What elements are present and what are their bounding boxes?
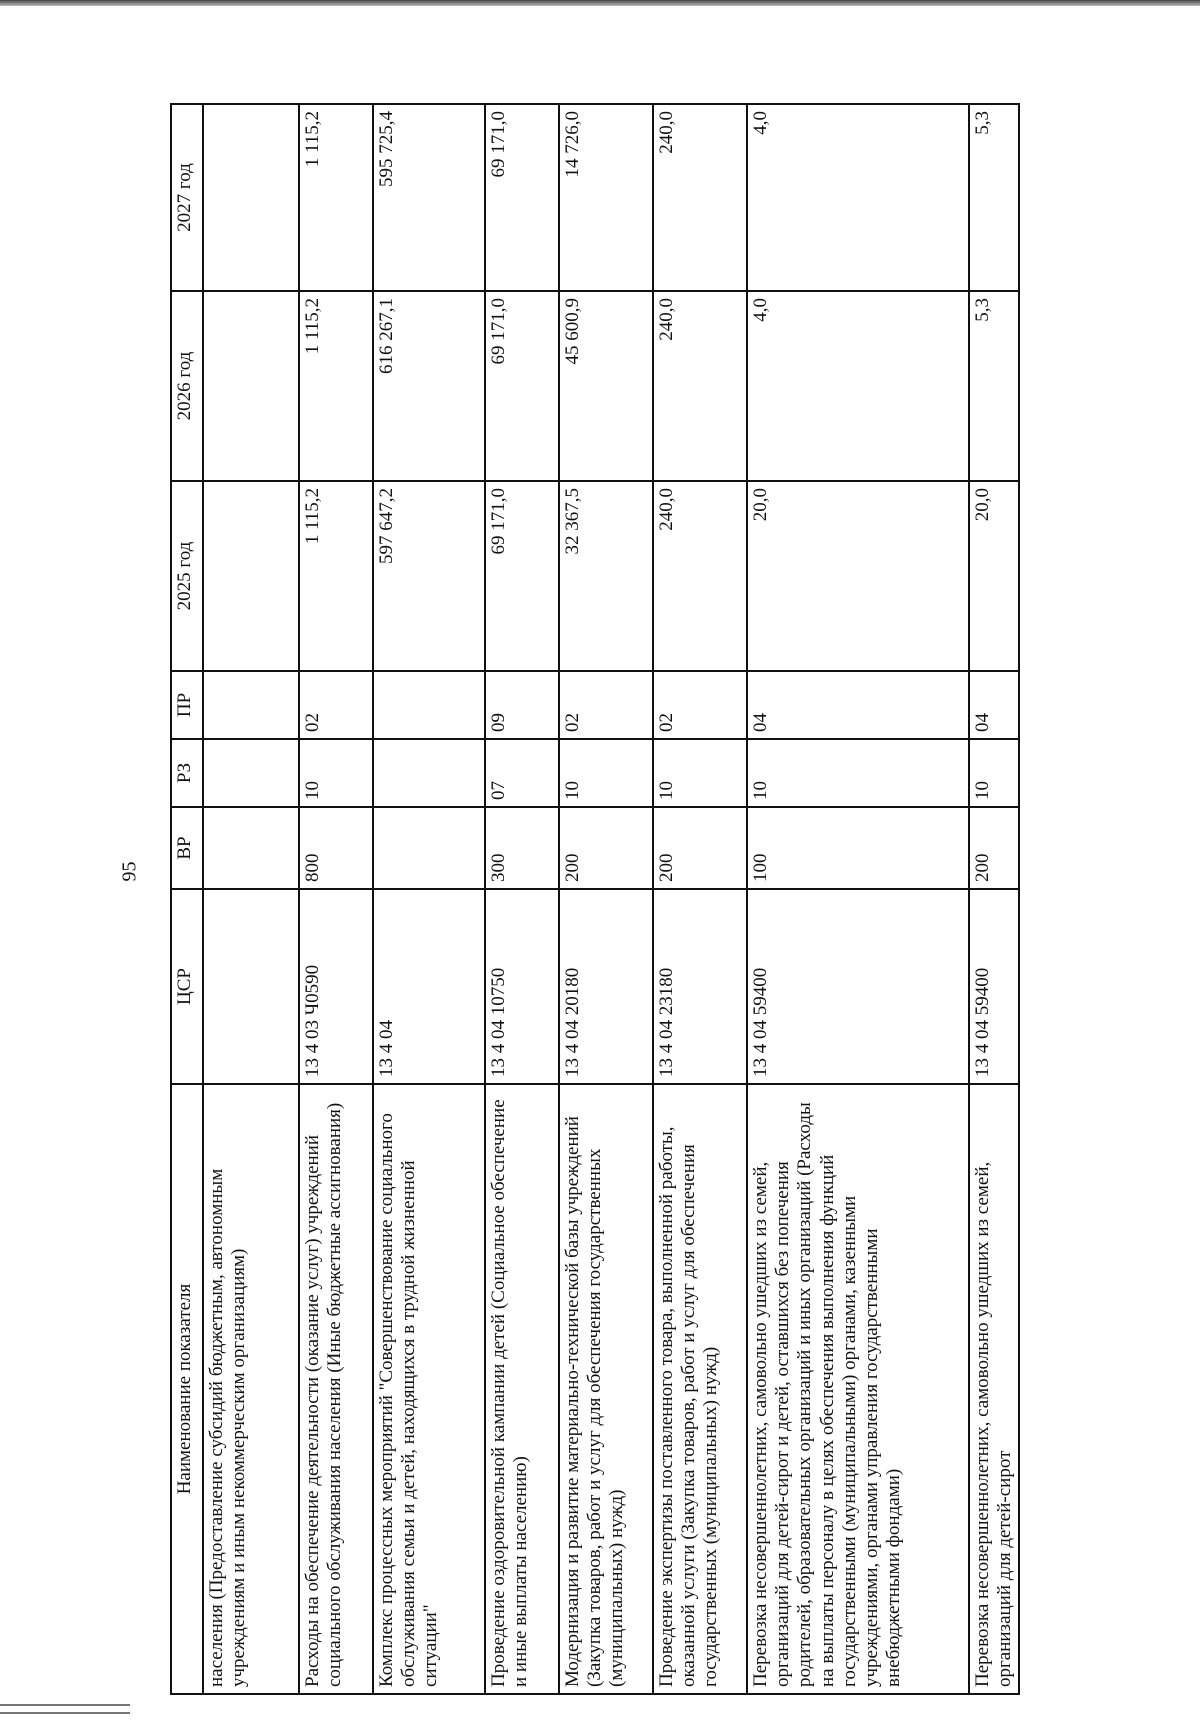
- cell-2026: 45 600,9: [559, 291, 653, 481]
- header-vr: ВР: [171, 807, 203, 889]
- cell-csr: 13 4 04 59400: [747, 889, 969, 1084]
- cell-2025: 597 647,2: [373, 481, 485, 671]
- cell-2027: 69 171,0: [485, 104, 559, 291]
- cell-vr: 200: [969, 807, 1019, 889]
- cell-2027: 14 726,0: [559, 104, 653, 291]
- header-2026: 2026 год: [171, 291, 203, 481]
- cell-pr: 02: [653, 671, 747, 739]
- cell-rz: 10: [299, 739, 373, 807]
- header-rz: РЗ: [171, 739, 203, 807]
- header-csr: ЦСР: [171, 889, 203, 1084]
- cell-pr: 02: [559, 671, 653, 739]
- table-row: [485, 104, 559, 1694]
- cell-2025: 20,0: [747, 481, 969, 671]
- cell-2026: 616 267,1: [373, 291, 485, 481]
- scan-edge-top: [0, 0, 1200, 6]
- cell-name: Перевозка несовершеннолетних, самовольно ушедших из семей, организаций для детей-сирот и детей, оставшихся без попечения родителей, образовательных организаций и иных организаций (Расходы на выплаты персоналу в целях обеспечения выполнения функций государственными (муниципальными) органами, казенными учреждениями, органами управления государственными внебюджетными фондами): [747, 1084, 969, 1694]
- cell-rz: 10: [653, 739, 747, 807]
- cell-csr: [203, 889, 299, 1084]
- cell-csr: 13 4 04: [373, 889, 485, 1084]
- cell-2027: [203, 104, 299, 291]
- table-row: [747, 104, 969, 1694]
- cell-pr: 04: [747, 671, 969, 739]
- cell-rz: 10: [747, 739, 969, 807]
- cell-2027: 5,3: [969, 104, 1019, 291]
- cell-rz: 07: [485, 739, 559, 807]
- header-pr: ПР: [171, 671, 203, 739]
- cell-vr: 800: [299, 807, 373, 889]
- cell-2026: 4,0: [747, 291, 969, 481]
- cell-name: Комплекс процессных мероприятий "Совершенствование социального обслуживания семьи и детей, находящихся в трудной жизненной ситуации": [373, 1084, 485, 1694]
- cell-2025: 240,0: [653, 481, 747, 671]
- cell-name: населения (Предоставление субсидий бюджетным, автономным учреждениям и иным некоммерческим организациям): [203, 1084, 299, 1694]
- cell-2026: 69 171,0: [485, 291, 559, 481]
- budget-table: [170, 103, 1020, 1695]
- table-row: [373, 104, 485, 1694]
- table-row: [969, 104, 1019, 1694]
- table-row: [559, 104, 653, 1694]
- header-2027: 2027 год: [171, 104, 203, 291]
- cell-csr: 13 4 04 20180: [559, 889, 653, 1084]
- cell-name: Модернизация и развитие материально-технической базы учреждений (Закупка товаров, работ и услуг для обеспечения государственных (муниципальных) нужд): [559, 1084, 653, 1694]
- cell-2025: 20,0: [969, 481, 1019, 671]
- header-2025: 2025 год: [171, 481, 203, 671]
- cell-2027: 1 115,2: [299, 104, 373, 291]
- header-name: Наименование показателя: [171, 1084, 203, 1694]
- cell-name: Проведение экспертизы поставленного товара, выполненной работы, оказанной услуги (Закупка товаров, работ и услуг для обеспечения государственных (муниципальных) нужд): [653, 1084, 747, 1694]
- cell-csr: 13 4 04 10750: [485, 889, 559, 1084]
- table-row: [653, 104, 747, 1694]
- table-header-row: [171, 104, 203, 1694]
- cell-2025: 32 367,5: [559, 481, 653, 671]
- cell-vr: [373, 807, 485, 889]
- table-row: [203, 104, 299, 1694]
- cell-rz: [203, 739, 299, 807]
- cell-name: Проведение оздоровительной кампании детей (Социальное обеспечение и иные выплаты населению): [485, 1084, 559, 1694]
- cell-vr: 200: [559, 807, 653, 889]
- cell-name: Расходы на обеспечение деятельности (оказание услуг) учреждений социального обслуживания населения (Иные бюджетные ассигнования): [299, 1084, 373, 1694]
- scan-mark-left: [0, 1704, 130, 1706]
- cell-csr: 13 4 03 Ч0590: [299, 889, 373, 1084]
- cell-2027: 240,0: [653, 104, 747, 291]
- cell-vr: 300: [485, 807, 559, 889]
- cell-rz: [373, 739, 485, 807]
- cell-csr: 13 4 04 59400: [969, 889, 1019, 1084]
- cell-csr: 13 4 04 23180: [653, 889, 747, 1084]
- cell-2025: 1 115,2: [299, 481, 373, 671]
- cell-pr: [203, 671, 299, 739]
- cell-2026: 1 115,2: [299, 291, 373, 481]
- cell-vr: 200: [653, 807, 747, 889]
- cell-rz: 10: [969, 739, 1019, 807]
- cell-pr: 09: [485, 671, 559, 739]
- cell-pr: [373, 671, 485, 739]
- rotated-table-container: [170, 105, 1085, 1695]
- cell-2027: 595 725,4: [373, 104, 485, 291]
- cell-pr: 02: [299, 671, 373, 739]
- table-row: [299, 104, 373, 1694]
- cell-name: Перевозка несовершеннолетних, самовольно ушедших из семей, организаций для детей-сирот: [969, 1084, 1019, 1694]
- cell-rz: 10: [559, 739, 653, 807]
- cell-2026: 240,0: [653, 291, 747, 481]
- cell-2025: [203, 481, 299, 671]
- cell-2025: 69 171,0: [485, 481, 559, 671]
- cell-vr: [203, 807, 299, 889]
- cell-2026: 5,3: [969, 291, 1019, 481]
- cell-2027: 4,0: [747, 104, 969, 291]
- cell-pr: 04: [969, 671, 1019, 739]
- scan-mark-left: [0, 1712, 130, 1714]
- cell-vr: 100: [747, 807, 969, 889]
- cell-2026: [203, 291, 299, 481]
- page-number: 95: [118, 861, 141, 882]
